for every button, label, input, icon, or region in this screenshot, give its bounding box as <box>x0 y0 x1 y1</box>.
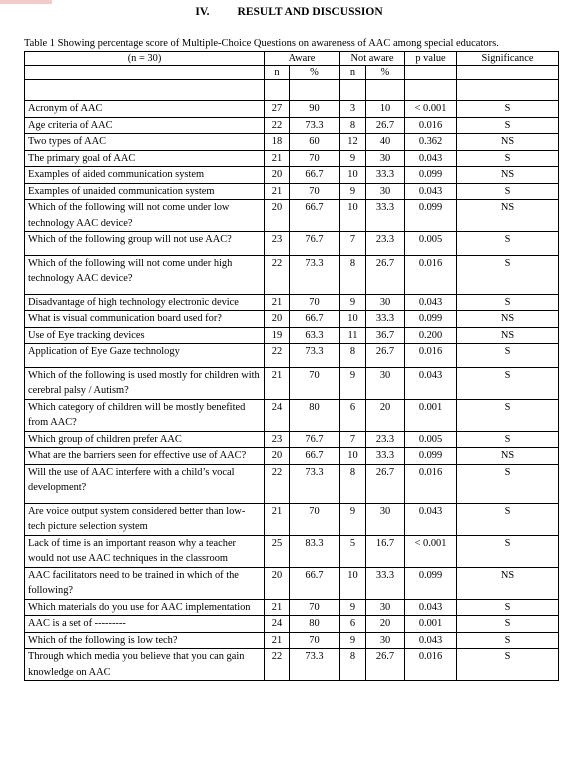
cell-not-aware-n: 9 <box>340 294 366 311</box>
cell-aware-pct: 63.3 <box>290 327 340 344</box>
cell-not-aware-pct: 26.7 <box>366 649 405 681</box>
cell-aware-pct: 90 <box>290 101 340 118</box>
cell-not-aware-pct: 30 <box>366 599 405 616</box>
table-row <box>25 167 559 184</box>
cell-aware-n: 22 <box>265 117 290 134</box>
cell-question: Use of Eye tracking devices <box>25 327 265 344</box>
cell-significance: S <box>457 399 559 431</box>
header-aware-n: n <box>265 66 290 80</box>
results-table-body <box>25 101 559 681</box>
cell-aware-pct: 80 <box>290 399 340 431</box>
cell-not-aware-n: 8 <box>340 117 366 134</box>
cell-not-aware-pct: 36.7 <box>366 327 405 344</box>
table-row <box>25 431 559 448</box>
cell-p-value: 0.200 <box>405 327 457 344</box>
cell-p-value: 0.099 <box>405 567 457 599</box>
header-spacer-row <box>25 80 559 101</box>
cell-significance: S <box>457 183 559 200</box>
table-row <box>25 503 559 535</box>
cell-question: Which category of children will be mostly benefited from AAC? <box>25 399 265 431</box>
cell-significance: S <box>457 255 559 294</box>
cell-aware-pct: 70 <box>290 632 340 649</box>
cell-not-aware-pct: 30 <box>366 632 405 649</box>
cell-aware-n: 21 <box>265 294 290 311</box>
cell-not-aware-pct: 30 <box>366 183 405 200</box>
cell-aware-n: 21 <box>265 183 290 200</box>
cell-aware-n: 20 <box>265 448 290 465</box>
table-row <box>25 200 559 232</box>
cell-p-value: 0.043 <box>405 503 457 535</box>
table-row <box>25 649 559 681</box>
cell-p-value: < 0.001 <box>405 535 457 567</box>
cell-aware-n: 19 <box>265 327 290 344</box>
cell-not-aware-n: 9 <box>340 183 366 200</box>
cell-significance: S <box>457 632 559 649</box>
table-row <box>25 327 559 344</box>
cell-aware-pct: 70 <box>290 150 340 167</box>
cell-p-value: 0.043 <box>405 632 457 649</box>
cell-not-aware-n: 8 <box>340 255 366 294</box>
cell-aware-pct: 70 <box>290 183 340 200</box>
table-row <box>25 567 559 599</box>
header-row-1 <box>25 52 559 66</box>
cell-aware-pct: 73.3 <box>290 464 340 503</box>
cell-not-aware-n: 9 <box>340 599 366 616</box>
cell-question: What is visual communication board used for? <box>25 311 265 328</box>
cell-significance: S <box>457 616 559 633</box>
header-row-2 <box>25 66 559 80</box>
cell-not-aware-pct: 23.3 <box>366 232 405 256</box>
cell-significance: S <box>457 464 559 503</box>
cell-not-aware-pct: 26.7 <box>366 344 405 368</box>
table-row <box>25 101 559 118</box>
cell-aware-n: 20 <box>265 167 290 184</box>
cell-aware-pct: 70 <box>290 599 340 616</box>
table-row <box>25 150 559 167</box>
cell-not-aware-pct: 16.7 <box>366 535 405 567</box>
cell-p-value: 0.016 <box>405 464 457 503</box>
cell-not-aware-pct: 26.7 <box>366 117 405 134</box>
cell-p-value: 0.016 <box>405 344 457 368</box>
cell-aware-pct: 70 <box>290 367 340 399</box>
cell-significance: S <box>457 150 559 167</box>
cell-question: Which of the following is used mostly for children with cerebral palsy / Autism? <box>25 367 265 399</box>
cell-p-value: 0.099 <box>405 311 457 328</box>
cell-not-aware-n: 3 <box>340 101 366 118</box>
table-row <box>25 367 559 399</box>
cell-p-value: 0.043 <box>405 183 457 200</box>
cell-not-aware-n: 8 <box>340 344 366 368</box>
cell-aware-n: 21 <box>265 599 290 616</box>
cell-not-aware-pct: 26.7 <box>366 255 405 294</box>
cell-p-value: 0.043 <box>405 294 457 311</box>
cell-not-aware-n: 7 <box>340 431 366 448</box>
cell-not-aware-pct: 33.3 <box>366 567 405 599</box>
section-title: RESULT AND DISCUSSION <box>237 6 383 18</box>
cell-not-aware-n: 10 <box>340 311 366 328</box>
cell-aware-n: 22 <box>265 649 290 681</box>
cell-aware-n: 25 <box>265 535 290 567</box>
table-row <box>25 616 559 633</box>
cell-p-value: 0.005 <box>405 232 457 256</box>
table-row <box>25 294 559 311</box>
cell-question: Acronym of AAC <box>25 101 265 118</box>
cell-aware-n: 22 <box>265 464 290 503</box>
cell-not-aware-pct: 26.7 <box>366 464 405 503</box>
cell-question: Examples of aided communication system <box>25 167 265 184</box>
cell-not-aware-n: 7 <box>340 232 366 256</box>
cell-aware-n: 24 <box>265 399 290 431</box>
cell-aware-pct: 66.7 <box>290 167 340 184</box>
cell-p-value: 0.043 <box>405 150 457 167</box>
header-group-label: (n = 30) <box>25 52 265 66</box>
cell-significance: S <box>457 535 559 567</box>
cell-not-aware-pct: 33.3 <box>366 167 405 184</box>
cell-not-aware-n: 9 <box>340 632 366 649</box>
cell-aware-pct: 80 <box>290 616 340 633</box>
cell-significance: NS <box>457 311 559 328</box>
cell-p-value: 0.099 <box>405 200 457 232</box>
cell-significance: NS <box>457 167 559 184</box>
section-number: IV. <box>195 6 210 18</box>
cell-aware-n: 20 <box>265 567 290 599</box>
header-aware-pct: % <box>290 66 340 80</box>
cell-significance: S <box>457 294 559 311</box>
cell-aware-pct: 73.3 <box>290 344 340 368</box>
table-row <box>25 464 559 503</box>
cell-question: Which of the following group will not use AAC? <box>25 232 265 256</box>
cell-significance: NS <box>457 448 559 465</box>
table-row <box>25 448 559 465</box>
cell-not-aware-n: 5 <box>340 535 366 567</box>
header-not-aware-n: n <box>340 66 366 80</box>
cell-aware-n: 23 <box>265 431 290 448</box>
cell-significance: S <box>457 117 559 134</box>
cell-question: Through which media you believe that you can gain knowledge on AAC <box>25 649 265 681</box>
cell-not-aware-n: 9 <box>340 367 366 399</box>
cell-aware-pct: 73.3 <box>290 649 340 681</box>
cell-p-value: 0.099 <box>405 167 457 184</box>
cell-p-value: 0.005 <box>405 431 457 448</box>
cell-aware-pct: 76.7 <box>290 431 340 448</box>
cell-not-aware-n: 8 <box>340 464 366 503</box>
cell-not-aware-n: 10 <box>340 167 366 184</box>
corner-mark <box>0 0 52 4</box>
cell-question: The primary goal of AAC <box>25 150 265 167</box>
cell-question: AAC is a set of --------- <box>25 616 265 633</box>
cell-not-aware-n: 10 <box>340 567 366 599</box>
cell-not-aware-pct: 30 <box>366 294 405 311</box>
cell-aware-n: 23 <box>265 232 290 256</box>
cell-not-aware-n: 10 <box>340 448 366 465</box>
table-row <box>25 399 559 431</box>
cell-not-aware-n: 6 <box>340 399 366 431</box>
header-significance: Significance <box>457 52 559 66</box>
cell-not-aware-pct: 30 <box>366 503 405 535</box>
cell-aware-n: 21 <box>265 503 290 535</box>
cell-question: Are voice output system considered better than low-tech picture selection system <box>25 503 265 535</box>
cell-significance: NS <box>457 327 559 344</box>
cell-aware-pct: 70 <box>290 294 340 311</box>
table-row <box>25 535 559 567</box>
cell-p-value: 0.001 <box>405 616 457 633</box>
cell-question: Age criteria of AAC <box>25 117 265 134</box>
cell-question: Examples of unaided communication system <box>25 183 265 200</box>
cell-aware-pct: 60 <box>290 134 340 151</box>
results-table <box>24 51 559 681</box>
cell-aware-n: 24 <box>265 616 290 633</box>
cell-aware-pct: 76.7 <box>290 232 340 256</box>
cell-aware-pct: 66.7 <box>290 311 340 328</box>
cell-question: Which of the following will not come under low technology AAC device? <box>25 200 265 232</box>
table-row <box>25 255 559 294</box>
cell-not-aware-n: 9 <box>340 503 366 535</box>
cell-aware-pct: 66.7 <box>290 200 340 232</box>
cell-question: Application of Eye Gaze technology <box>25 344 265 368</box>
cell-aware-pct: 73.3 <box>290 117 340 134</box>
cell-aware-n: 21 <box>265 632 290 649</box>
table-caption: Table 1 Showing percentage score of Multiple-Choice Questions on awareness of AAC among special educators. <box>24 38 499 49</box>
cell-aware-n: 18 <box>265 134 290 151</box>
cell-aware-pct: 73.3 <box>290 255 340 294</box>
cell-aware-n: 20 <box>265 200 290 232</box>
section-heading <box>0 6 578 18</box>
cell-not-aware-pct: 33.3 <box>366 311 405 328</box>
header-p-value: p value <box>405 52 457 66</box>
cell-significance: S <box>457 101 559 118</box>
cell-not-aware-n: 12 <box>340 134 366 151</box>
cell-significance: S <box>457 599 559 616</box>
cell-not-aware-pct: 40 <box>366 134 405 151</box>
cell-not-aware-n: 8 <box>340 649 366 681</box>
table-row <box>25 183 559 200</box>
cell-not-aware-n: 11 <box>340 327 366 344</box>
cell-aware-n: 22 <box>265 255 290 294</box>
cell-question: Which of the following will not come under high technology AAC device? <box>25 255 265 294</box>
cell-significance: S <box>457 649 559 681</box>
cell-significance: S <box>457 344 559 368</box>
header-not-aware-pct: % <box>366 66 405 80</box>
cell-p-value: 0.016 <box>405 117 457 134</box>
table-row <box>25 232 559 256</box>
table-row <box>25 344 559 368</box>
cell-aware-pct: 66.7 <box>290 567 340 599</box>
cell-question: Which materials do you use for AAC implementation <box>25 599 265 616</box>
header-not-aware: Not aware <box>340 52 405 66</box>
cell-aware-n: 22 <box>265 344 290 368</box>
cell-question: AAC facilitators need to be trained in which of the following? <box>25 567 265 599</box>
cell-p-value: 0.043 <box>405 599 457 616</box>
cell-aware-pct: 83.3 <box>290 535 340 567</box>
cell-question: Disadvantage of high technology electronic device <box>25 294 265 311</box>
cell-p-value: 0.362 <box>405 134 457 151</box>
table-row <box>25 599 559 616</box>
cell-not-aware-pct: 23.3 <box>366 431 405 448</box>
cell-significance: S <box>457 232 559 256</box>
cell-aware-n: 21 <box>265 367 290 399</box>
cell-question: What are the barriers seen for effective use of AAC? <box>25 448 265 465</box>
cell-not-aware-pct: 20 <box>366 616 405 633</box>
cell-not-aware-pct: 33.3 <box>366 200 405 232</box>
cell-p-value: 0.099 <box>405 448 457 465</box>
table-row <box>25 134 559 151</box>
cell-p-value: < 0.001 <box>405 101 457 118</box>
cell-not-aware-pct: 20 <box>366 399 405 431</box>
cell-significance: NS <box>457 567 559 599</box>
cell-aware-n: 27 <box>265 101 290 118</box>
cell-not-aware-n: 10 <box>340 200 366 232</box>
cell-aware-n: 21 <box>265 150 290 167</box>
cell-question: Will the use of AAC interfere with a child’s vocal development? <box>25 464 265 503</box>
cell-aware-pct: 70 <box>290 503 340 535</box>
cell-not-aware-pct: 30 <box>366 150 405 167</box>
cell-significance: S <box>457 431 559 448</box>
cell-p-value: 0.016 <box>405 255 457 294</box>
cell-p-value: 0.001 <box>405 399 457 431</box>
table-row <box>25 311 559 328</box>
cell-not-aware-pct: 10 <box>366 101 405 118</box>
header-aware: Aware <box>265 52 340 66</box>
cell-p-value: 0.043 <box>405 367 457 399</box>
cell-not-aware-n: 6 <box>340 616 366 633</box>
table-row <box>25 117 559 134</box>
cell-not-aware-pct: 30 <box>366 367 405 399</box>
cell-significance: NS <box>457 200 559 232</box>
cell-aware-n: 20 <box>265 311 290 328</box>
cell-question: Which group of children prefer AAC <box>25 431 265 448</box>
cell-question: Lack of time is an important reason why a teacher would not use AAC techniques in the classroom <box>25 535 265 567</box>
cell-aware-pct: 66.7 <box>290 448 340 465</box>
cell-not-aware-pct: 33.3 <box>366 448 405 465</box>
cell-question: Two types of AAC <box>25 134 265 151</box>
cell-significance: S <box>457 503 559 535</box>
cell-significance: S <box>457 367 559 399</box>
table-row <box>25 632 559 649</box>
cell-p-value: 0.016 <box>405 649 457 681</box>
cell-question: Which of the following is low tech? <box>25 632 265 649</box>
cell-significance: NS <box>457 134 559 151</box>
cell-not-aware-n: 9 <box>340 150 366 167</box>
